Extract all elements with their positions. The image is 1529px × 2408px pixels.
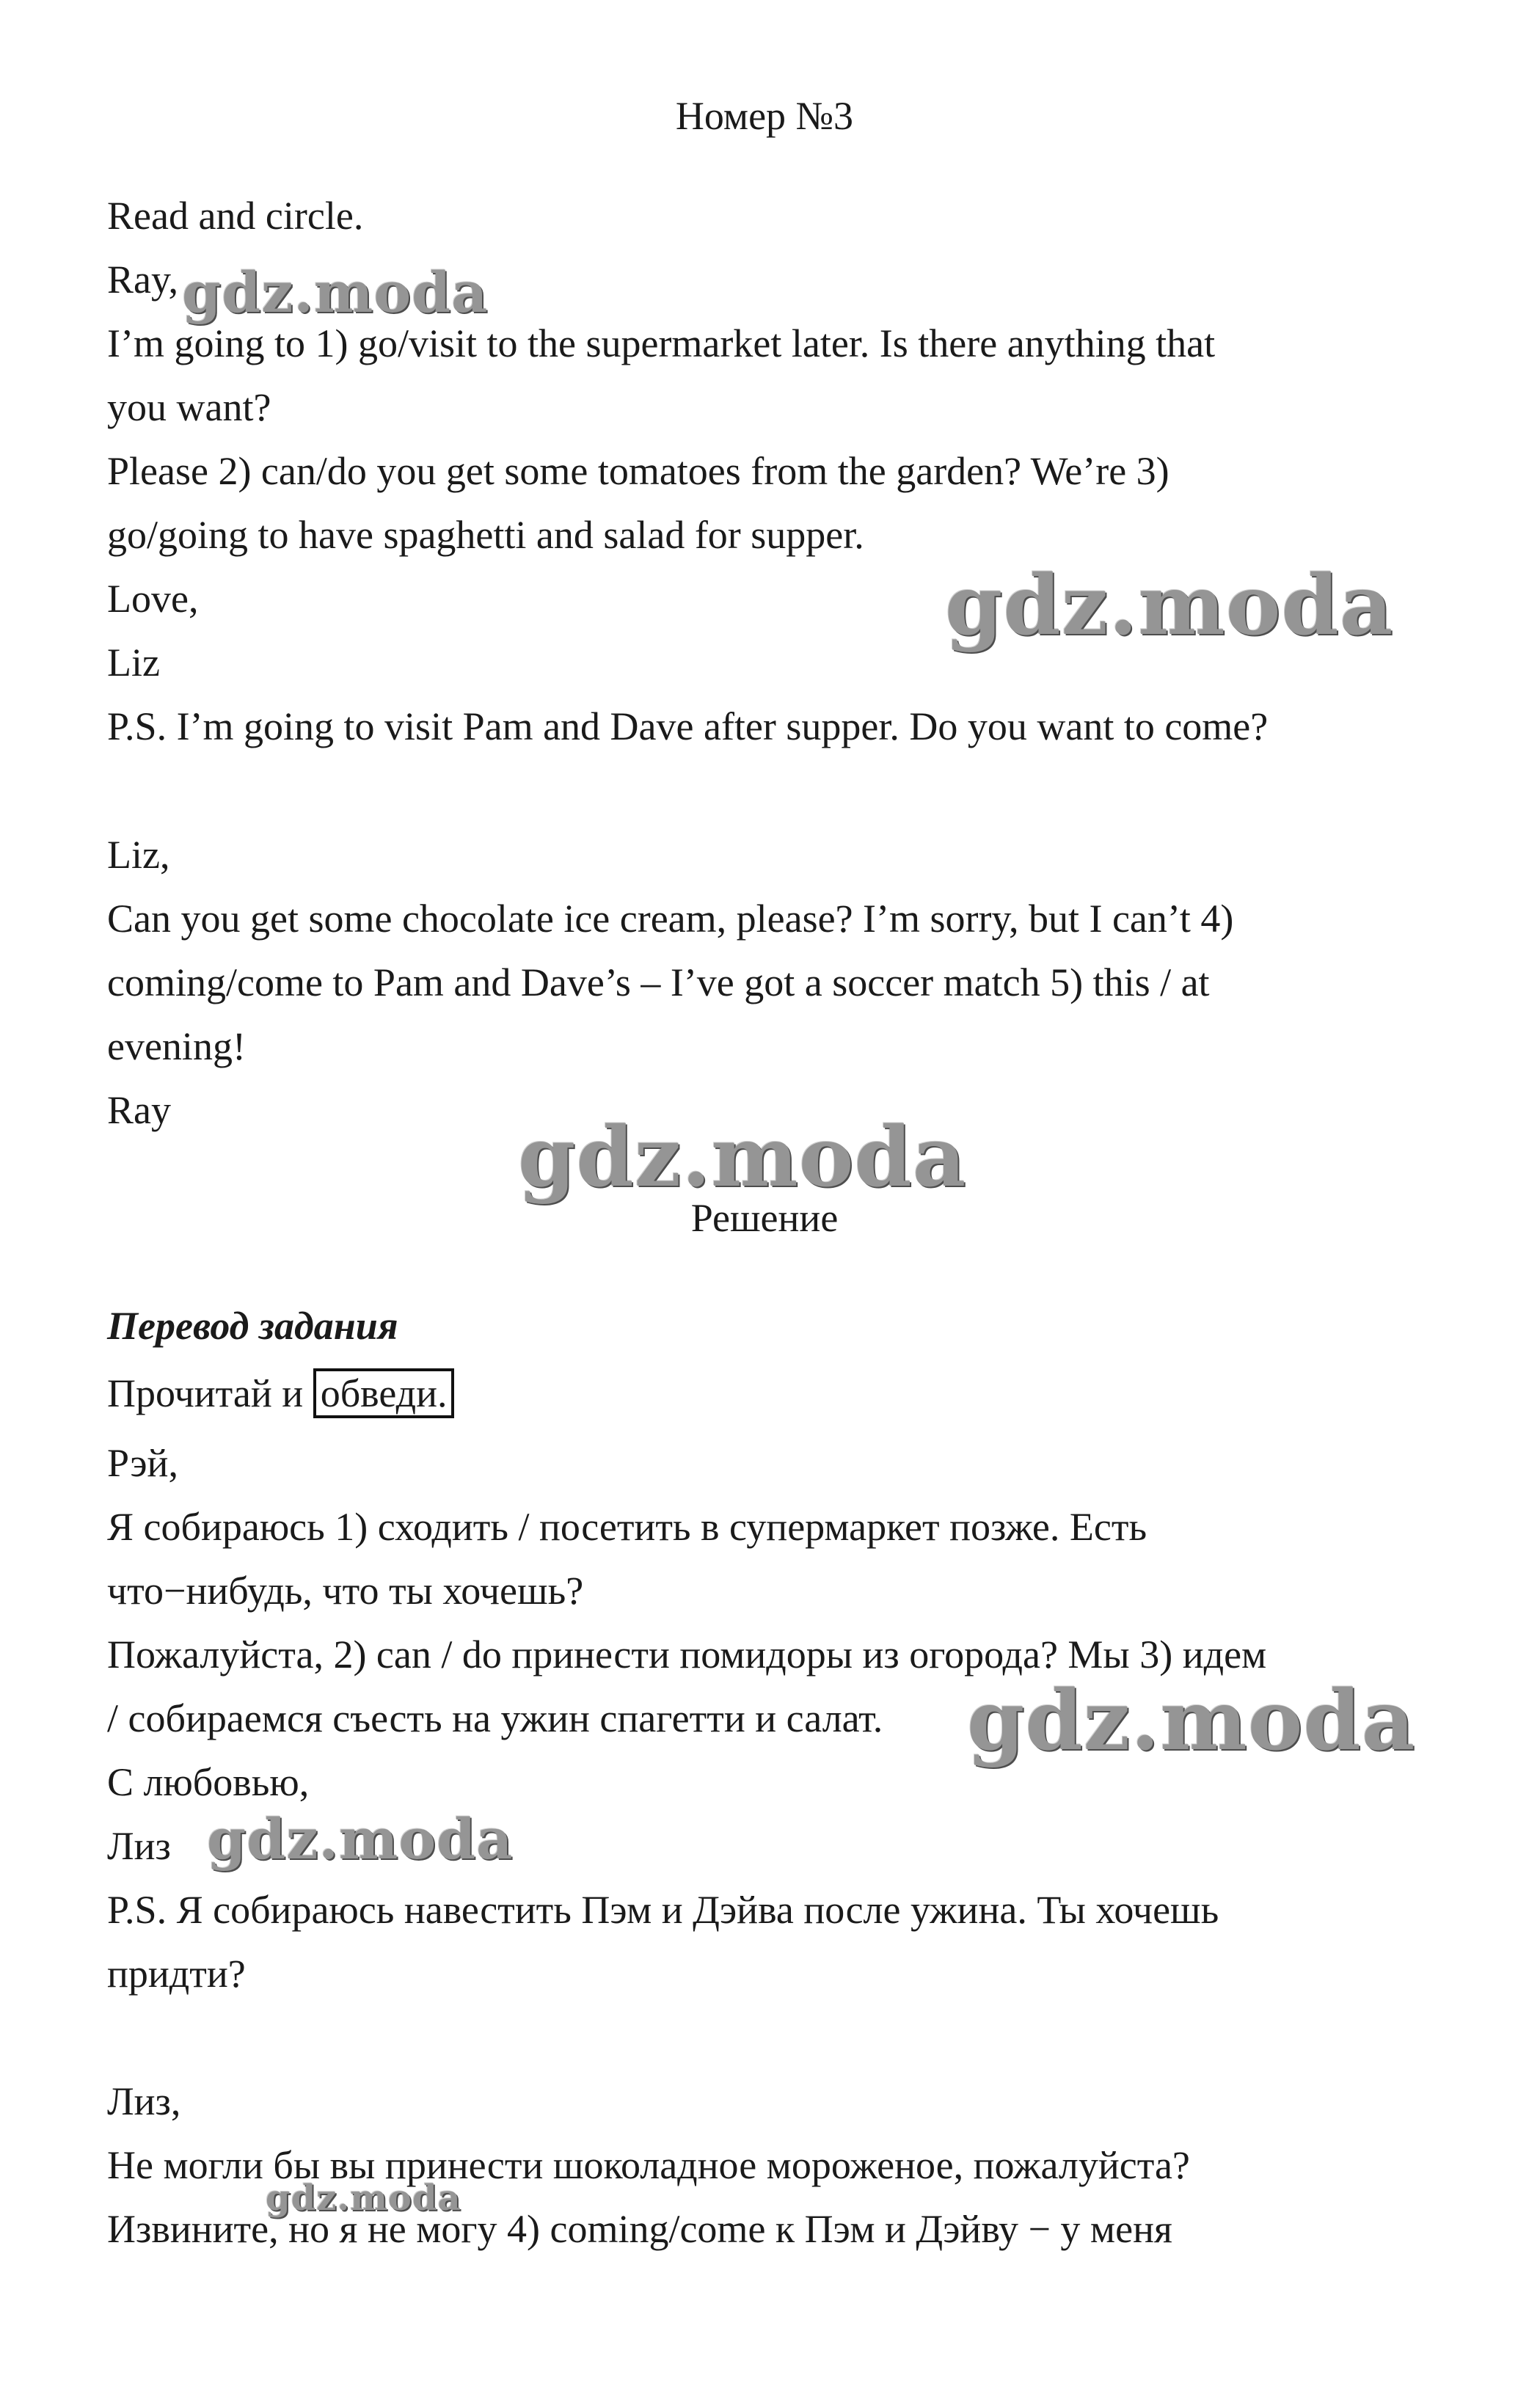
- watermark: gdz.moda: [182, 260, 489, 325]
- letter1-signature: Liz: [107, 641, 160, 685]
- letter2-line: evening!: [107, 1024, 246, 1068]
- tr-letter1-line: / собираемся съесть на ужин спагетти и салат.: [107, 1696, 883, 1740]
- letter2-signature: Ray: [107, 1088, 171, 1132]
- letter1-line: you want?: [107, 385, 271, 429]
- page-title: Номер №3: [675, 94, 854, 138]
- tr-letter1-line: Я собираюсь 1) сходить / посетить в супермаркет позже. Есть: [107, 1505, 1147, 1549]
- letter2-line: coming/come to Pam and Dave’s – I’ve got a soccer match 5) this / at: [107, 960, 1210, 1004]
- letter1-line: go/going to have spaghetti and salad for supper.: [107, 513, 864, 557]
- letter2-line: Can you get some chocolate ice cream, please? I’m sorry, but I can’t 4): [107, 897, 1234, 941]
- letter1-greeting: Ray,: [107, 258, 178, 302]
- letter1-closing: Love,: [107, 577, 199, 621]
- solution-heading: Решение: [690, 1196, 839, 1240]
- translation-heading: Перевод задания: [107, 1304, 398, 1348]
- watermark: gdz.moda: [945, 558, 1394, 654]
- letter1-line: I’m going to 1) go/visit to the supermarket later. Is there anything that: [107, 321, 1216, 365]
- tr-letter2-line: Не могли бы вы принести шоколадное мороженое, пожалуйста?: [107, 2143, 1190, 2187]
- tr-letter1-greeting: Рэй,: [107, 1441, 178, 1485]
- boxed-word: обведи.: [313, 1368, 455, 1418]
- task-instruction: Read and circle.: [107, 194, 364, 238]
- translation-instruction: [107, 1368, 454, 1418]
- letter2-greeting: Liz,: [107, 833, 170, 877]
- tr-letter2-greeting: Лиз,: [107, 2079, 181, 2123]
- tr-letter1-ps: придти?: [107, 1952, 246, 1996]
- watermark: gdz.moda: [207, 1806, 514, 1872]
- tr-letter2-line: Извините, но я не могу 4) coming/come к Пэм и Дэйву − у меня: [107, 2207, 1172, 2251]
- tr-letter1-closing: С любовью,: [107, 1760, 310, 1804]
- letter1-ps: P.S. I’m going to visit Pam and Dave after supper. Do you want to come?: [107, 704, 1269, 748]
- tr-letter1-ps: P.S. Я собираюсь навестить Пэм и Дэйва после ужина. Ты хочешь: [107, 1888, 1219, 1932]
- tr-letter1-signature: Лиз: [107, 1824, 171, 1868]
- watermark: gdz.moda: [266, 2178, 461, 2219]
- tr-letter1-line: что−нибудь, что ты хочешь?: [107, 1569, 584, 1613]
- tr-letter1-line: Пожалуйста, 2) can / do принести помидоры из огорода? Мы 3) идем: [107, 1632, 1267, 1677]
- instruction-prefix: Прочитай и: [107, 1371, 313, 1415]
- watermark: gdz.moda: [967, 1673, 1416, 1769]
- watermark: gdz.moda: [518, 1109, 967, 1205]
- letter1-line: Please 2) can/do you get some tomatoes from the garden? We’re 3): [107, 449, 1169, 493]
